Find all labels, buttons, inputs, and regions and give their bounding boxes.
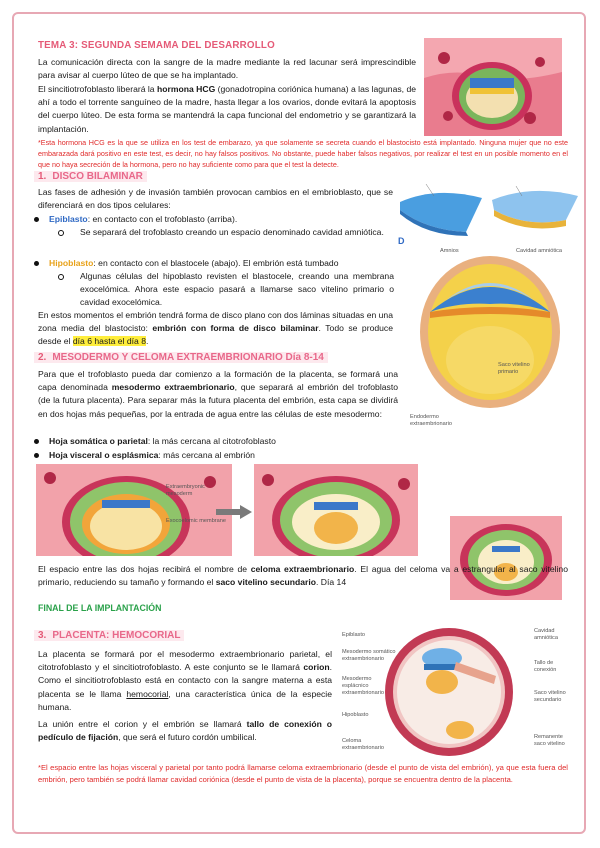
label-saco-vitelino-primario: Saco vitelino primario <box>498 362 530 375</box>
label-epiblasto: Epiblasto <box>342 632 366 638</box>
bullet-epiblasto: Epiblasto: en contacto con el trofoblasto (arriba). <box>34 213 394 226</box>
arrow-right-icon <box>216 505 252 519</box>
label-celoma-extraembrionario: Celoma extraembrionario <box>342 738 384 751</box>
implantation-figure <box>424 38 562 136</box>
final-implantation: FINAL DE LA IMPLANTACIÓN <box>38 603 162 613</box>
intro-paragraph-2: El sincitiotrofoblasto liberará la hormona HCG (gonadotropina coriónica humana) a las lagunas, de ahí a todo el torrente sanguíneo de la madre, hasta llegar a los ovarios, donde evitará la apoptosis del cuerpo lúteo. De esta forma se mantendrá la capa funcional del endometrio y se garantizará la implantación. <box>38 84 417 134</box>
extraembryonic-mesoderm-figure-b <box>254 464 418 556</box>
extraembryonic-mesoderm-figure-a <box>36 464 232 556</box>
label-cavidad-amniotica-2: Cavidad amniótica <box>534 628 558 641</box>
figure-letter-d: D <box>398 236 405 246</box>
label-tallo-de-conexion: Tallo de conexión <box>534 660 557 673</box>
section-3-paragraph-1: La placenta se formará por el mesodermo extraembrionario parietal, el citotrofoblasto y el sincitiotrofoblasto. A este conjunto se le llamará corion. Como el sincitiotrofoblasto está en contacto con la sangre materna a esta placenta se le llama hemocorial, una característica única de la especie humana. <box>38 649 332 712</box>
label-exocoelomic-membrane: Exocoelomic membrane <box>166 518 227 524</box>
label-mesodermo-esplacnico: Mesodermo esplácnico extraembrionario <box>342 676 384 696</box>
bullet-hoja-visceral: Hoja visceral o esplásmica: más cercana al embrión <box>34 449 414 462</box>
section-2-intro: Para que el trofoblasto pueda dar comienzo a la formación de la placenta, se formará una capa denominada mesodermo extraembrionario, que separará al embrión del trofoblasto (de la futura placenta). Para separar más la futura placenta del embrión, esta capa se dividirá en dos hojas más pequeñas, por la entrada de agua entre las células de este mesodermo: <box>38 369 398 419</box>
label-saco-vitelino-secundario: Saco vitelino secundario <box>534 690 566 703</box>
hcg-note: *Esta hormona HCG es la que se utiliza en los test de embarazo, ya que solamente se secreta cuando el blastocisto está implantado. Ninguna mujer que no este embarazada dará positivo en este test, es decir, no hay falsos positivos. No obstante, puede haber falsos negativos, por realizar el test en un posible momento en el que no haya secreción de la hormona, pero no hay suficiente como para que el test la detecte. <box>38 138 568 169</box>
section-1-heading: 1. DISCO BILAMINAR <box>34 171 147 182</box>
label-remanente-saco-vitelino: Remanente saco vitelino <box>534 734 565 747</box>
section-2-celoma: El espacio entre las dos hojas recibirá el nombre de celoma extraembrionario. El agua del celoma va a estrangular al saco vitelino primario, reduciendo su tamaño y formando el saco vitelino secundario. Día 14 <box>38 564 568 588</box>
section-1-conclusion: En estos momentos el embrión tendrá forma de disco plano con dos láminas situadas en una zona media del blastocisto: embrión con forma de disco bilaminar. Todo se produce desde el día 6 hasta el día 8. <box>38 310 393 347</box>
section-3-heading: 3. PLACENTA: HEMOCORIAL <box>34 630 184 641</box>
intro-paragraph-1: La comunicación directa con la sangre de la madre mediante la red lacunar será imprescindible para avisar al cuerpo lúteo de que se ha implantado. <box>38 57 416 81</box>
page-title: TEMA 3: SEGUNDA SEMAMA DEL DESARROLLO <box>38 40 275 51</box>
bullet-epiblasto-sub: Se separará del trofoblasto creando un espacio denominado cavidad amniótica. <box>80 227 384 237</box>
bullet-hipoblasto-sub: Algunas células del hipoblasto revisten el blastocele, creando una membrana exocelómica. Ahora este espacio pasará a llamarse saco vitelino primario o cavidad exocelómica. <box>80 271 394 308</box>
section-3-paragraph-2: La unión entre el corion y el embrión se llamará tallo de conexión o pedículo de fijación, que será el futuro cordón umbilical. <box>38 719 332 743</box>
label-mesodermo-somatico: Mesodermo somático extraembrionario <box>342 649 396 662</box>
label-extraembryonic-mesoderm: Extraembryonic mesoderm <box>166 484 205 497</box>
section-1-intro: Las fases de adhesión y de invasión también provocan cambios en el embrioblasto, que se diferenciará en dos tipos celulares: <box>38 187 393 211</box>
bullet-hipoblasto: Hipoblasto: en contacto con el blastocele (abajo). El embrión está tumbado <box>34 257 394 270</box>
label-cavidad-amniotica: Cavidad amniótica <box>516 248 563 254</box>
placenta-figure <box>384 624 514 760</box>
bullet-hoja-somatica: Hoja somática o parietal: la más cercana al citotrofoblasto <box>34 435 414 448</box>
bilaminar-disc-figure <box>396 180 582 244</box>
section-2-heading: 2. MESODERMO Y CELOMA EXTRAEMBRIONARIO Día 8-14 <box>34 352 328 363</box>
primary-yolk-sac-figure <box>412 242 562 410</box>
celoma-note: *El espacio entre las hojas visceral y parietal por tanto podrá llamarse celoma extraembrionario (desde el punto de vista del embrión), ya que esta fuera del embrión, pero también se podrá llamar cavidad coriónica (desde el punto de vista de la placenta), porque se encuentra dentro de la placenta. <box>38 763 568 784</box>
label-amnios: Amnios <box>440 248 459 254</box>
label-endodermo-extraembrionario: Endodermo extraembrionario <box>410 414 452 427</box>
label-hipoblasto: Hipoblasto <box>342 712 369 718</box>
